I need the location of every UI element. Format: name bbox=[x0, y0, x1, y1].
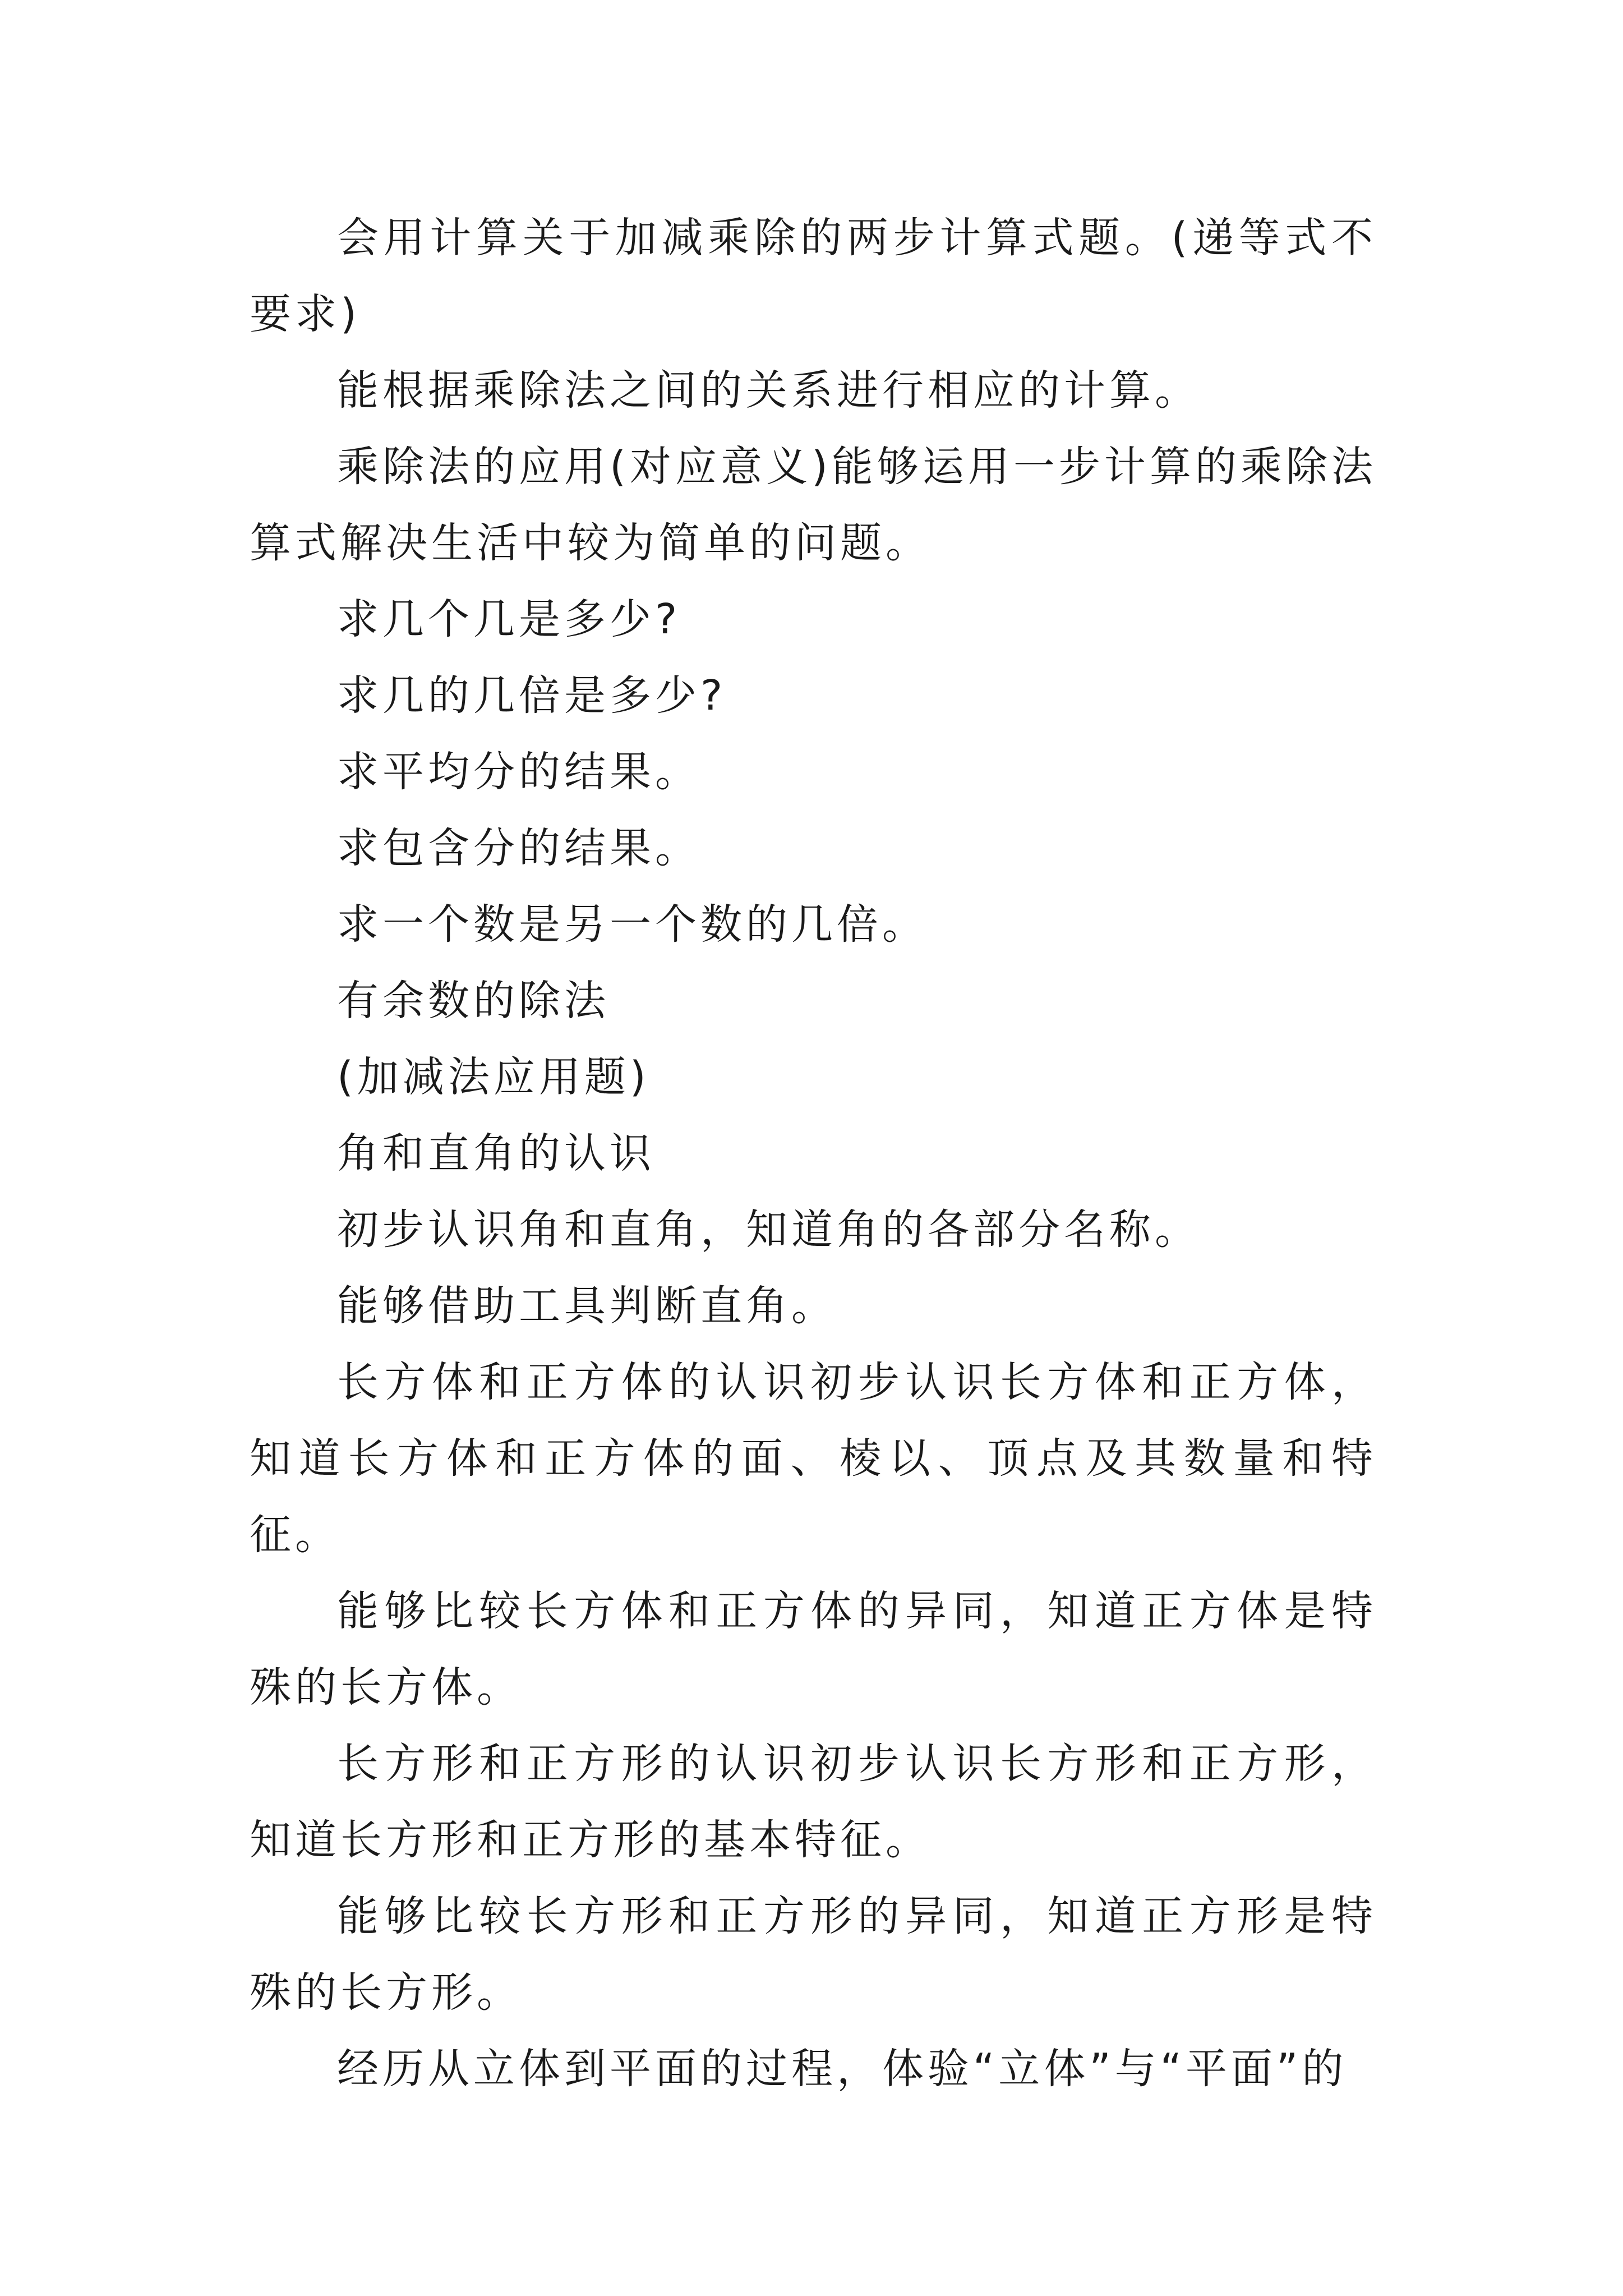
paragraph-angles-heading: 角和直角的认识 bbox=[337, 1129, 655, 1177]
document-body bbox=[250, 200, 1377, 2107]
paragraph-two-step-calculation: 会用计算关于加减乘除的两步计算式题。(递等式不要求) bbox=[250, 214, 1377, 338]
paragraph-cuboid-cube: 长方体和正方体的认识初步认识长方体和正方体，知道长方体和正方体的面、棱以、顶点及其数量和特征。 bbox=[250, 1358, 1377, 1559]
paragraph-right-angle-tools: 能够借助工具判断直角。 bbox=[337, 1282, 837, 1330]
paragraph-equal-division: 求平均分的结果。 bbox=[337, 748, 700, 796]
paragraph-containment-division: 求包含分的结果。 bbox=[337, 824, 700, 872]
paragraph-remainder-division: 有余数的除法 bbox=[337, 977, 610, 1025]
paragraph-addition-subtraction-problems: (加减法应用题) bbox=[337, 1053, 650, 1101]
paragraph-solid-to-plane: 经历从立体到平面的过程，体验“立体”与“平面”的 bbox=[337, 2045, 1348, 2093]
paragraph-cuboid-cube-compare: 能够比较长方体和正方体的异同，知道正方体是特殊的长方体。 bbox=[250, 1587, 1377, 1711]
paragraph-times-of-number: 求几的几倍是多少? bbox=[337, 671, 727, 720]
paragraph-rectangle-square-compare: 能够比较长方形和正方形的异同，知道正方形是特殊的长方形。 bbox=[250, 1892, 1377, 2017]
paragraph-application: 乘除法的应用(对应意义)能够运用一步计算的乘除法算式解决生活中较为简单的问题。 bbox=[250, 443, 1377, 567]
paragraph-angles-intro: 初步认识角和直角，知道角的各部分名称。 bbox=[337, 1205, 1200, 1254]
paragraph-ratio-of-numbers: 求一个数是另一个数的几倍。 bbox=[337, 900, 928, 949]
paragraph-multiplication-division-relation: 能根据乘除法之间的关系进行相应的计算。 bbox=[337, 366, 1200, 415]
paragraph-how-many-groups: 求几个几是多少? bbox=[337, 595, 681, 643]
paragraph-rectangle-square: 长方形和正方形的认识初步认识长方形和正方形，知道长方形和正方形的基本特征。 bbox=[250, 1740, 1377, 1864]
